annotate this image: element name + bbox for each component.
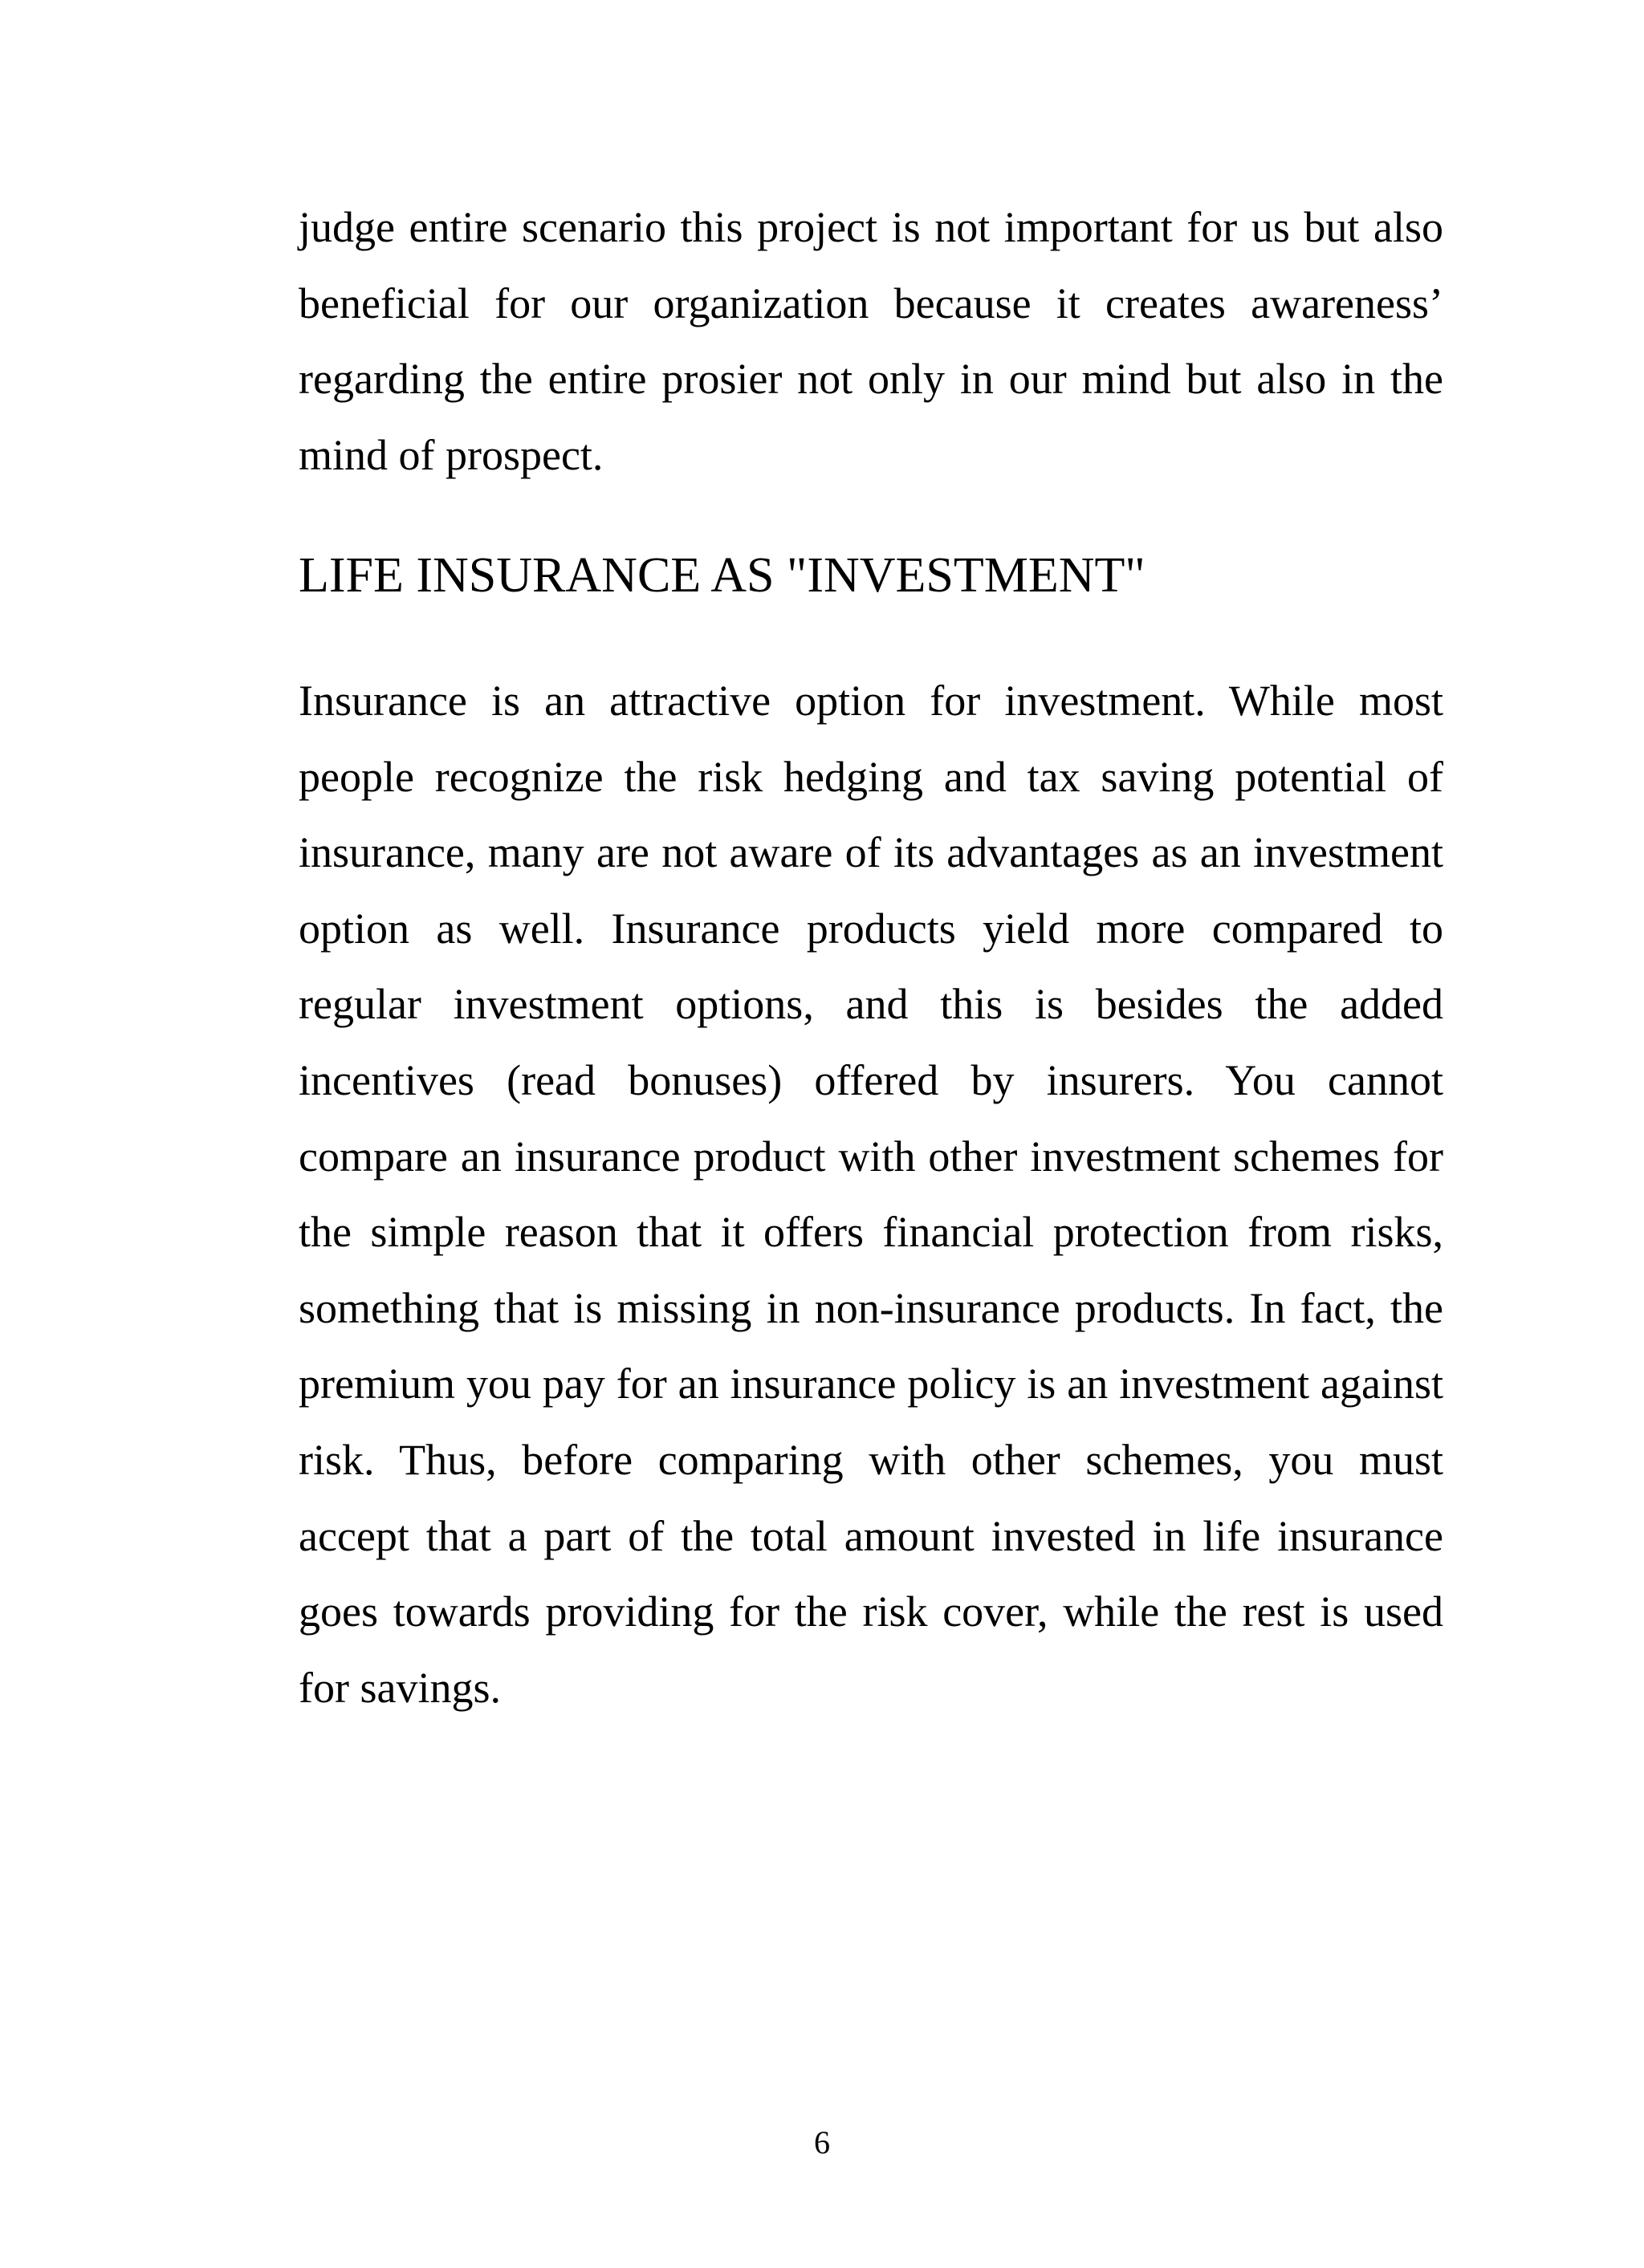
intro-paragraph: judge entire scenario this project is not important for us but also beneficial for our organization because it creates awareness’ regarding the entire prosier not only in our mind but also in the mind of prospect. — [299, 203, 1443, 479]
section-heading: LIFE INSURANCE AS "INVESTMENT" — [299, 548, 1146, 603]
page-number: 6 — [814, 2124, 830, 2160]
body-paragraph: Insurance is an attractive option for investment. While most people recognize the risk hedging and tax saving potential of insurance, many are not aware of its advantages as an investment option as well. Insurance products yield more compared to regular investment options, and this is besides the added incentives (read bonuses) offered by insurers. You cannot compare an insurance product with other investment schemes for the simple reason that it offers financial protection from risks, something that is missing in non-insurance products. In fact, the premium you pay for an insurance policy is an investment against risk. Thus, before comparing with other schemes, you must accept that a part of the total amount invested in life insurance goes towards providing for the risk cover, while the rest is used for savings. — [299, 677, 1443, 1712]
